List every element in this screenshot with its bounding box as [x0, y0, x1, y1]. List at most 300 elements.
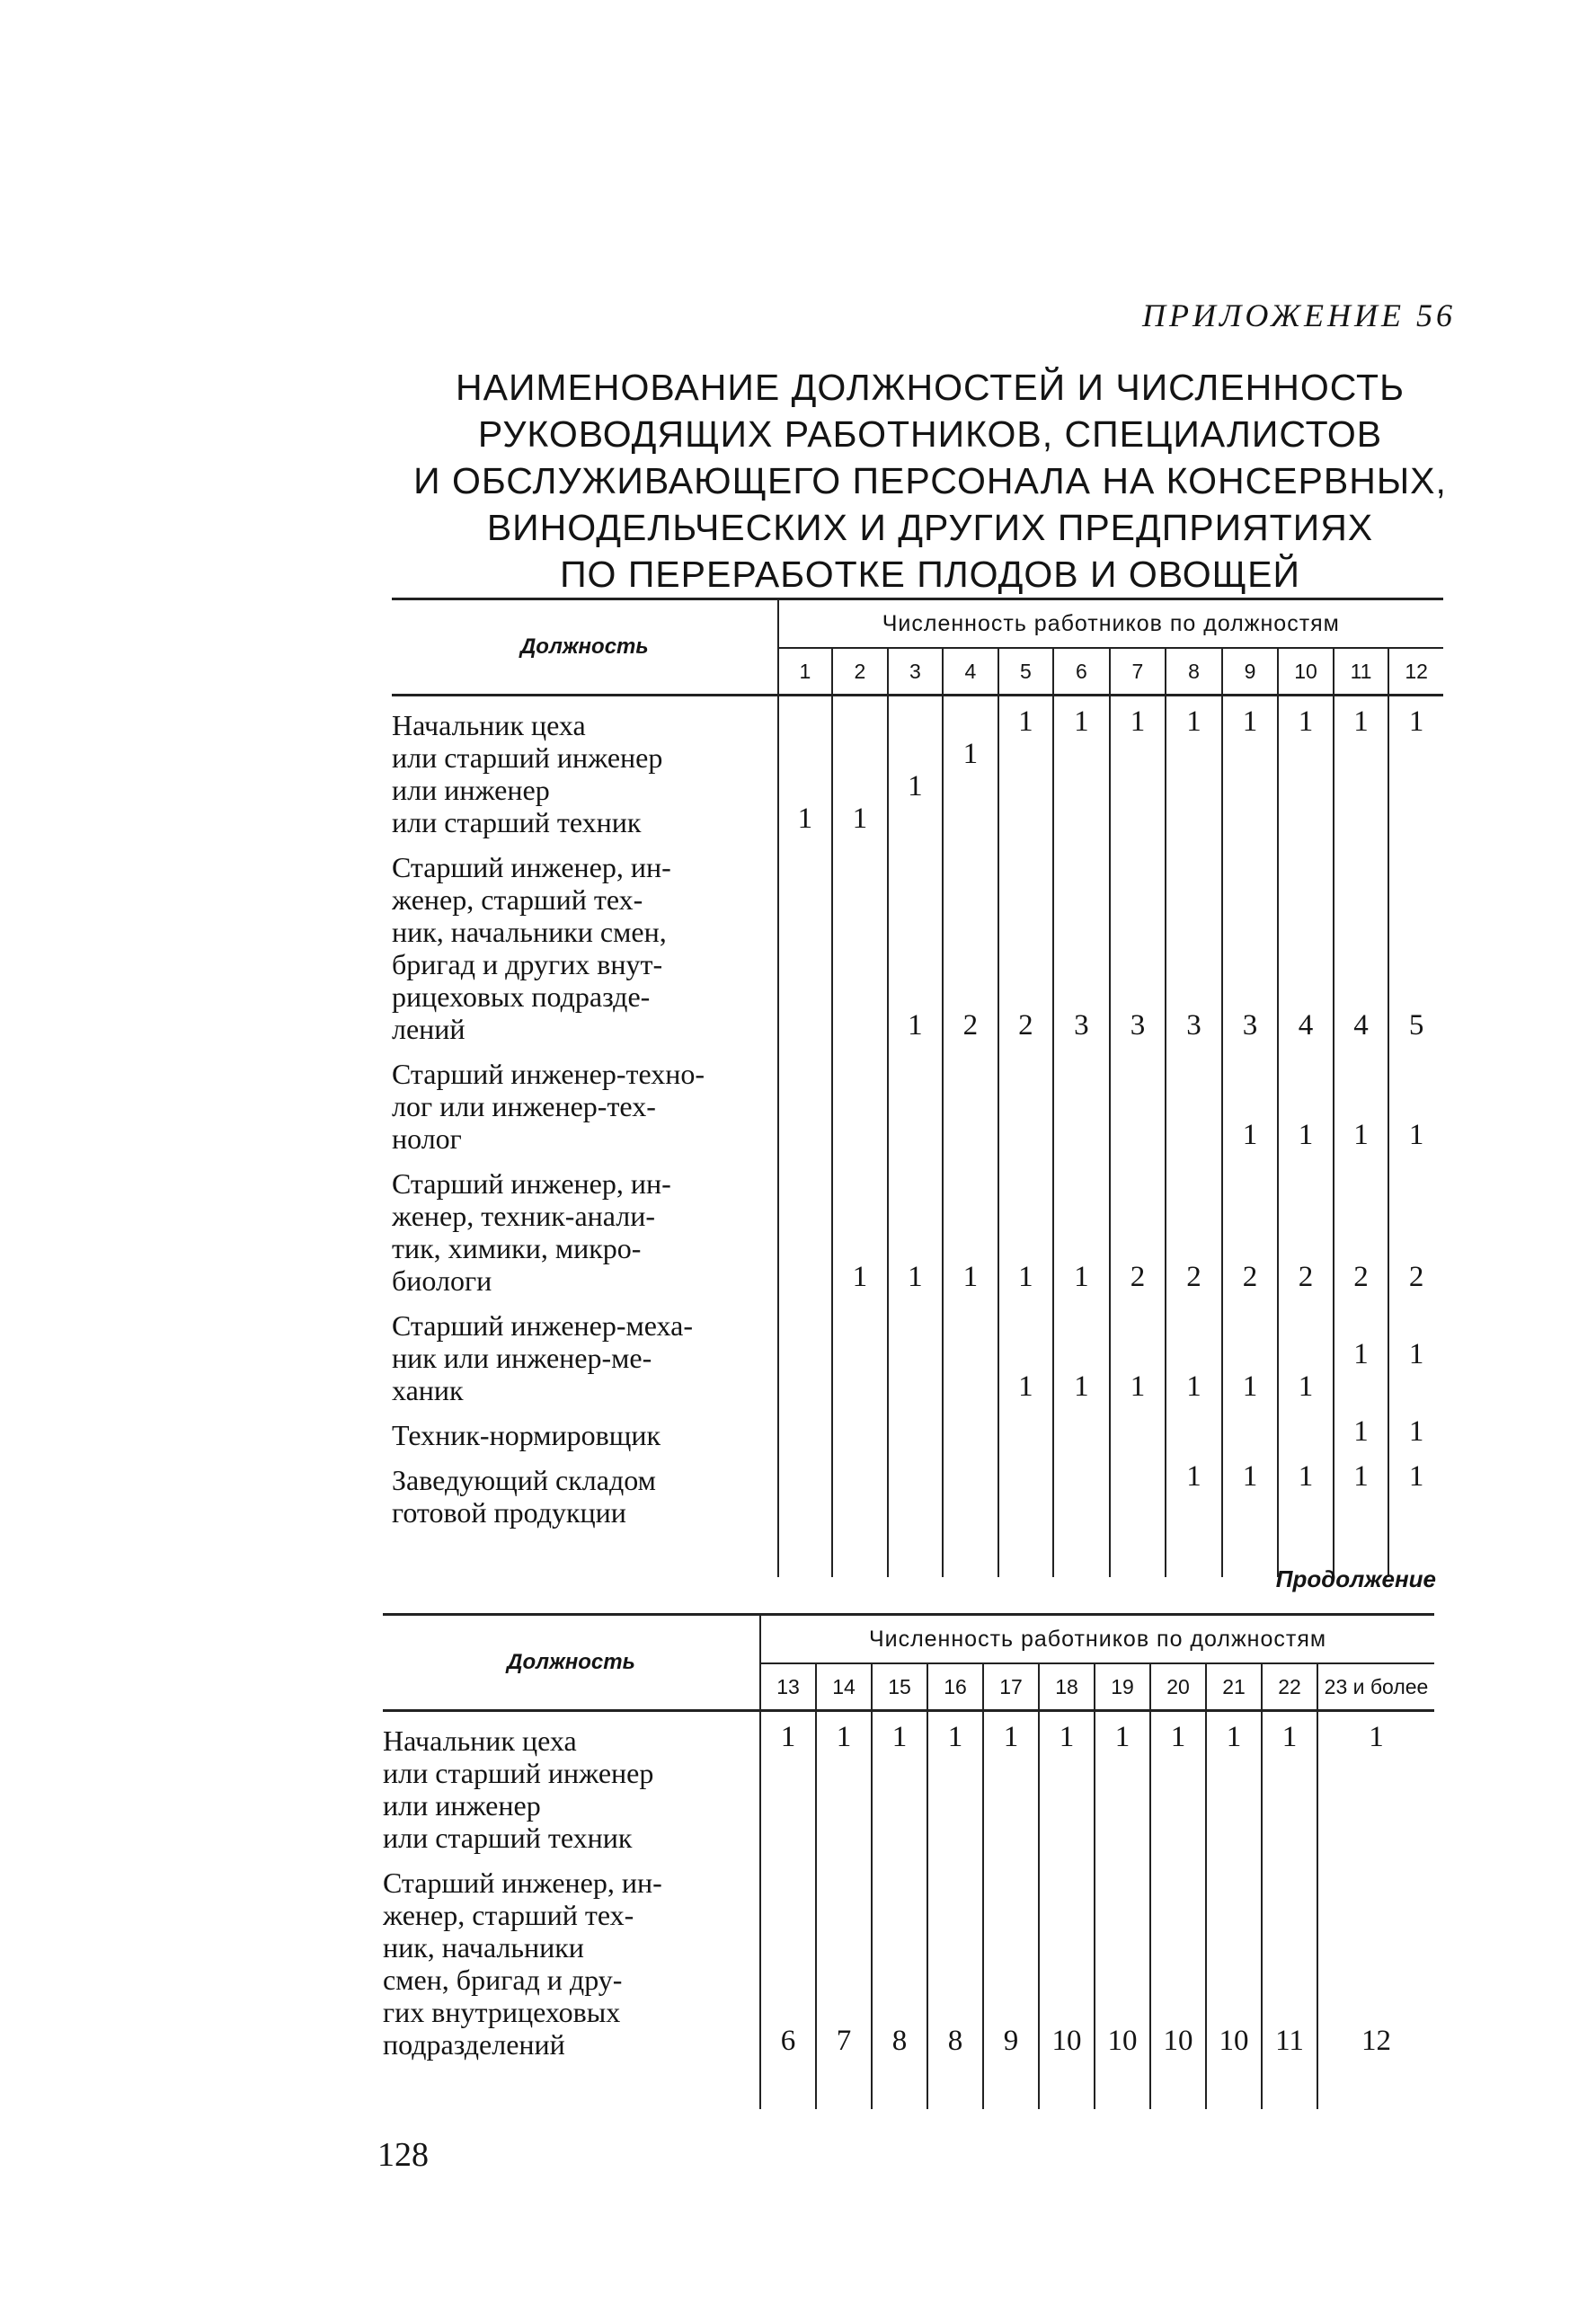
staff-count-value — [779, 1415, 832, 1448]
staff-count-cell — [943, 838, 998, 1045]
staff-count-value — [944, 1415, 998, 1448]
staff-count-value — [1223, 1415, 1278, 1448]
position-name-line: рицеховых подразде- — [392, 980, 651, 1013]
staff-count-value: 1 — [1018, 1370, 1033, 1403]
position-name — [392, 1155, 778, 1297]
staff-count-cell — [1317, 1854, 1434, 2061]
title-line: И ОБСЛУЖИВАЮЩЕГО ПЕРСОНАЛА НА КОНСЕРВНЫХ, — [413, 460, 1447, 501]
position-name-line: гих внутрицеховых — [383, 1996, 621, 2028]
staff-count-value — [1279, 1415, 1333, 1448]
staff-count-value: 1 — [1369, 1721, 1384, 1753]
staff-count-value — [944, 1460, 998, 1493]
staff-count-value — [944, 1119, 998, 1151]
position-name-line: или старший техник — [383, 1822, 633, 1854]
staff-count-cell — [1222, 1045, 1279, 1155]
staff-count-cell — [832, 1155, 888, 1297]
staffing-table — [392, 598, 1443, 1577]
staff-count-cell — [872, 1711, 927, 1855]
page-number: 128 — [377, 2136, 429, 2174]
staff-count-cell — [832, 1451, 888, 1529]
position-name-line: подразделений — [383, 2028, 565, 2061]
table-row — [383, 1854, 1434, 2061]
position-name-line: смен, бригад и дру- — [383, 1964, 623, 1996]
position-name — [392, 1297, 778, 1406]
document-title — [359, 364, 1501, 598]
column-number-header: 18 — [1039, 1663, 1095, 1711]
table-body — [392, 696, 1443, 1578]
staff-count-value: 3 — [1130, 1009, 1146, 1042]
staff-count-group-header: Численность работников по должностям — [760, 1615, 1434, 1664]
staff-count-value — [779, 1261, 832, 1293]
position-name-line: Старший инженер, ин- — [392, 1167, 671, 1200]
column-number-header: 8 — [1166, 648, 1222, 696]
staff-count-cell — [1039, 1711, 1095, 1855]
staff-count-value: 11 — [1275, 2025, 1304, 2057]
staff-count-value: 1 — [1298, 1370, 1314, 1403]
staff-count-cell — [1334, 696, 1389, 839]
staff-count-cell — [1053, 1406, 1110, 1451]
staff-count-cell — [1334, 1297, 1389, 1406]
column-number-header: 17 — [983, 1663, 1039, 1711]
staff-count-value: 2 — [1186, 1261, 1201, 1293]
column-number-header: 12 — [1388, 648, 1443, 696]
staff-count-cell — [778, 1406, 833, 1451]
staff-count-cell — [1095, 1854, 1150, 2061]
staff-count-cell — [1166, 1406, 1222, 1451]
title-line: НАИМЕНОВАНИЕ ДОЛЖНОСТЕЙ И ЧИСЛЕННОСТЬ — [456, 367, 1405, 408]
staff-count-cell — [1278, 696, 1334, 839]
staff-count-cell — [943, 1155, 998, 1297]
staff-count-value: 10 — [1219, 2025, 1249, 2057]
staff-count-value: 1 — [836, 1721, 852, 1753]
position-name-line: биологи — [392, 1264, 492, 1297]
staff-count-group-header: Численность работников по должностям — [778, 599, 1443, 649]
staff-count-value: 1 — [1074, 705, 1089, 738]
staff-count-cell — [998, 1155, 1054, 1297]
staff-count-value: 4 — [1353, 1009, 1369, 1042]
position-name-line: Старший инженер, ин- — [383, 1866, 662, 1899]
position-name-line: ник, начальники смен, — [392, 916, 667, 948]
staff-count-value: 1 — [1003, 1721, 1019, 1753]
staff-count-value — [779, 1460, 832, 1493]
staff-count-cell — [1053, 1155, 1110, 1297]
staff-count-value: 3 — [1242, 1009, 1258, 1042]
staff-count-value — [1111, 1415, 1166, 1448]
staff-count-value: 1 — [1353, 1460, 1369, 1493]
position-name-line: Начальник цеха — [383, 1724, 577, 1757]
staff-count-value: 1 — [908, 1009, 923, 1042]
position-name — [383, 1854, 760, 2061]
staffing-table-continuation — [383, 1613, 1434, 2109]
staff-count-cell — [1334, 838, 1389, 1045]
staff-count-value: 1 — [1298, 1460, 1314, 1493]
table-row — [392, 1155, 1443, 1297]
staff-count-value: 1 — [1130, 1370, 1146, 1403]
staff-count-value: 2 — [962, 1009, 979, 1042]
staff-count-cell — [1262, 1711, 1317, 1855]
staff-count-cell — [778, 1155, 833, 1297]
table-row — [392, 1451, 1443, 1529]
position-name-line: Старший инженер-техно- — [392, 1058, 705, 1090]
column-number-header: 16 — [927, 1663, 983, 1711]
staff-count-value — [1111, 1460, 1166, 1493]
position-name-line: или инженер — [392, 774, 550, 806]
position-name — [392, 1045, 778, 1155]
column-number-header: 14 — [816, 1663, 872, 1711]
column-number-header: 5 — [998, 648, 1054, 696]
staff-count-value: 1 — [908, 1261, 923, 1293]
staff-count-cell — [888, 838, 944, 1045]
staff-count-value — [833, 1009, 887, 1042]
column-number-header: 23 и более — [1317, 1663, 1434, 1711]
staff-count-value: 1 — [1242, 1370, 1258, 1403]
staff-count-cell — [1388, 1155, 1443, 1297]
staff-count-value: 1 — [908, 770, 923, 802]
staff-count-cell — [1388, 1297, 1443, 1406]
staff-count-cell — [760, 1711, 816, 1855]
staff-count-value — [833, 1370, 887, 1403]
staff-count-cell — [1053, 1297, 1110, 1406]
staff-count-cell — [1206, 1711, 1262, 1855]
staff-count-value — [999, 1460, 1053, 1493]
staff-count-value: 1 — [1353, 1338, 1369, 1370]
title-line: РУКОВОДЯЩИХ РАБОТНИКОВ, СПЕЦИАЛИСТОВ — [477, 413, 1383, 455]
staff-count-cell — [943, 1406, 998, 1451]
staff-count-cell — [832, 1045, 888, 1155]
staff-count-cell — [872, 1854, 927, 2061]
column-number-header: 3 — [888, 648, 944, 696]
position-name-line: или инженер — [383, 1789, 541, 1822]
position-column-header: Должность — [392, 599, 778, 696]
staff-count-cell — [1150, 1711, 1206, 1855]
position-name-line: лог или инженер-тех- — [392, 1090, 656, 1122]
staff-count-value: 1 — [1408, 705, 1424, 738]
table-row — [392, 1406, 1443, 1451]
staff-count-cell — [1150, 1854, 1206, 2061]
column-number-header: 9 — [1222, 648, 1279, 696]
staff-count-value — [1054, 1460, 1109, 1493]
continuation-label: Продолжение — [1275, 1565, 1436, 1592]
staff-count-value — [779, 1009, 832, 1042]
staff-count-value: 3 — [1186, 1009, 1201, 1042]
staff-count-value: 12 — [1361, 2025, 1391, 2057]
staff-count-value: 10 — [1163, 2025, 1193, 2057]
staff-count-cell — [1039, 1854, 1095, 2061]
staff-count-value — [889, 1415, 943, 1448]
staff-count-cell — [927, 1711, 983, 1855]
staff-count-value: 10 — [1107, 2025, 1138, 2057]
position-name-line: женер, старший тех- — [392, 883, 643, 916]
staff-count-cell — [760, 1854, 816, 2061]
staff-count-value: 1 — [1298, 1119, 1314, 1151]
position-name-line: Заведующий складом — [392, 1464, 656, 1496]
staff-count-cell — [943, 696, 998, 839]
staff-count-value: 7 — [836, 2025, 852, 2057]
column-number-header: 6 — [1053, 648, 1110, 696]
position-name-line: Старший инженер-меха- — [392, 1309, 693, 1342]
position-name-line: или старший инженер — [383, 1757, 654, 1789]
staff-count-cell — [888, 1451, 944, 1529]
staff-count-value: 1 — [852, 1261, 868, 1293]
staff-count-cell — [1110, 1297, 1166, 1406]
column-number-header: 20 — [1150, 1663, 1206, 1711]
staff-count-value: 1 — [1114, 1721, 1130, 1753]
staff-count-value: 1 — [1130, 705, 1146, 738]
staff-count-value: 1 — [1186, 1370, 1201, 1403]
staff-count-value: 1 — [1242, 1460, 1258, 1493]
staff-count-cell — [1278, 1406, 1334, 1451]
position-column-header: Должность — [383, 1615, 760, 1711]
staff-count-value: 1 — [1018, 1261, 1033, 1293]
staff-count-cell — [778, 838, 833, 1045]
staff-count-value: 1 — [1408, 1460, 1424, 1493]
position-name — [383, 1711, 760, 1855]
staff-count-cell — [943, 1451, 998, 1529]
column-number-header: 13 — [760, 1663, 816, 1711]
staff-count-cell — [1334, 1451, 1389, 1529]
staff-count-value — [1054, 1119, 1109, 1151]
staff-count-cell — [1166, 1451, 1222, 1529]
staff-count-value: 2 — [1018, 1009, 1033, 1042]
staff-count-cell — [998, 1045, 1054, 1155]
staff-count-value: 2 — [1242, 1261, 1258, 1293]
staff-count-value: 2 — [1353, 1261, 1369, 1293]
staff-count-value: 1 — [780, 1721, 796, 1753]
staff-count-cell — [1166, 1155, 1222, 1297]
position-name-line: бригад и других внут- — [392, 948, 663, 980]
staff-count-value — [944, 1370, 998, 1403]
staff-count-value — [1111, 1119, 1166, 1151]
staff-count-cell — [1388, 1451, 1443, 1529]
position-name — [392, 1406, 778, 1451]
staff-count-value: 1 — [891, 1721, 908, 1753]
staff-count-value — [999, 1415, 1053, 1448]
position-name-line: женер, старший тех- — [383, 1899, 634, 1931]
staff-count-cell — [888, 1155, 944, 1297]
table-spacer-row — [383, 2061, 1434, 2109]
staff-count-value — [1166, 1119, 1221, 1151]
position-name-line: нолог — [392, 1122, 462, 1155]
staff-count-cell — [832, 1406, 888, 1451]
staff-count-value: 1 — [1353, 1415, 1369, 1448]
staff-count-cell — [1095, 1711, 1150, 1855]
staff-count-value: 8 — [947, 2025, 963, 2057]
staff-count-cell — [778, 696, 833, 839]
staff-count-cell — [1334, 1406, 1389, 1451]
staff-count-cell — [943, 1045, 998, 1155]
staff-count-cell — [983, 1854, 1039, 2061]
position-name-line: готовой продукции — [392, 1496, 626, 1529]
column-number-header: 11 — [1334, 648, 1389, 696]
staff-count-cell — [998, 1451, 1054, 1529]
staff-count-cell — [943, 1297, 998, 1406]
position-name-line: тик, химики, микро- — [392, 1232, 642, 1264]
staff-count-cell — [983, 1711, 1039, 1855]
column-number-header: 10 — [1278, 648, 1334, 696]
position-name-line: Техник-нормировщик — [392, 1419, 661, 1451]
staff-count-value: 2 — [1298, 1261, 1314, 1293]
appendix-label: ПРИЛОЖЕНИЕ 56 — [1142, 297, 1456, 333]
staff-count-cell — [1278, 838, 1334, 1045]
column-number-header: 2 — [832, 648, 888, 696]
position-name-line: ханик — [392, 1374, 464, 1406]
staff-count-value: 10 — [1051, 2025, 1082, 2057]
staff-count-value: 1 — [1298, 705, 1314, 738]
staff-count-cell — [1334, 1155, 1389, 1297]
staff-count-cell — [1110, 696, 1166, 839]
staff-count-cell — [1166, 1297, 1222, 1406]
staff-count-value: 1 — [1059, 1721, 1075, 1753]
staff-count-cell — [1278, 1045, 1334, 1155]
position-name-line: ник или инженер-ме- — [392, 1342, 652, 1374]
staff-count-value: 3 — [1074, 1009, 1089, 1042]
column-number-header: 19 — [1095, 1663, 1150, 1711]
staff-count-value — [889, 1119, 943, 1151]
staff-count-value: 8 — [891, 2025, 908, 2057]
staff-count-cell — [1222, 1451, 1279, 1529]
staff-count-cell — [1278, 1451, 1334, 1529]
staff-count-cell — [1053, 1045, 1110, 1155]
staff-count-cell — [1053, 838, 1110, 1045]
staff-count-value: 9 — [1003, 2025, 1019, 2057]
staff-count-cell — [1388, 838, 1443, 1045]
staff-count-value: 1 — [1353, 705, 1369, 738]
staff-count-cell — [1388, 1406, 1443, 1451]
staff-count-cell — [888, 696, 944, 839]
position-name-line: женер, техник-анали- — [392, 1200, 655, 1232]
staff-count-cell — [1110, 1451, 1166, 1529]
staff-count-cell — [1222, 1406, 1279, 1451]
staff-count-value — [833, 1460, 887, 1493]
staff-count-cell — [998, 1406, 1054, 1451]
staff-count-value: 1 — [852, 802, 868, 835]
staff-count-value — [889, 1460, 943, 1493]
table-row — [383, 1711, 1434, 1855]
staff-count-value: 1 — [1226, 1721, 1242, 1753]
staff-count-value: 1 — [962, 738, 979, 770]
column-number-header: 21 — [1206, 1663, 1262, 1711]
staff-count-cell — [816, 1854, 872, 2061]
staff-count-cell — [998, 838, 1054, 1045]
staff-count-value — [1054, 1415, 1109, 1448]
position-name-line: ник, начальники — [383, 1931, 584, 1964]
table-row — [392, 838, 1443, 1045]
staff-count-value: 1 — [1170, 1721, 1186, 1753]
staff-count-value: 1 — [947, 1721, 963, 1753]
table-row — [392, 1045, 1443, 1155]
staff-count-value — [1166, 1415, 1221, 1448]
staff-count-cell — [832, 696, 888, 839]
staff-count-cell — [1166, 1045, 1222, 1155]
staff-count-cell — [778, 1451, 833, 1529]
staff-count-value — [779, 1119, 832, 1151]
staff-count-cell — [1388, 696, 1443, 839]
staff-count-cell — [1166, 696, 1222, 839]
position-name-line: Старший инженер, ин- — [392, 851, 671, 883]
position-name-line: или старший инженер — [392, 741, 663, 774]
staff-count-cell — [1262, 1854, 1317, 2061]
staff-count-cell — [1053, 1451, 1110, 1529]
staff-count-cell — [927, 1854, 983, 2061]
staff-count-value — [833, 1415, 887, 1448]
staff-count-cell — [1334, 1045, 1389, 1155]
staff-count-cell — [778, 1045, 833, 1155]
position-name — [392, 838, 778, 1045]
staff-count-value: 1 — [1242, 705, 1258, 738]
staff-count-value — [833, 1119, 887, 1151]
staff-count-cell — [888, 1045, 944, 1155]
position-name-line: лений — [392, 1013, 466, 1045]
column-number-header: 4 — [943, 648, 998, 696]
position-name — [392, 696, 778, 839]
staff-count-value: 1 — [1408, 1119, 1424, 1151]
staff-count-value: 1 — [797, 802, 813, 835]
staff-count-value: 1 — [962, 1261, 979, 1293]
staff-count-value: 1 — [1242, 1119, 1258, 1151]
staff-count-cell — [832, 1297, 888, 1406]
staff-count-value: 1 — [1353, 1119, 1369, 1151]
staff-count-cell — [778, 1297, 833, 1406]
staff-count-cell — [888, 1406, 944, 1451]
position-name — [392, 1451, 778, 1529]
staff-count-value: 1 — [1074, 1261, 1089, 1293]
staff-count-cell — [1206, 1854, 1262, 2061]
staff-count-cell — [1222, 1155, 1279, 1297]
table-row — [392, 696, 1443, 839]
column-number-header: 7 — [1110, 648, 1166, 696]
staff-count-cell — [1222, 838, 1279, 1045]
column-number-header: 22 — [1262, 1663, 1317, 1711]
staff-count-value: 1 — [1018, 705, 1033, 738]
staff-count-cell — [888, 1297, 944, 1406]
staff-count-value: 6 — [780, 2025, 796, 2057]
table-row — [392, 1297, 1443, 1406]
staff-count-cell — [998, 696, 1054, 839]
staff-count-value — [779, 1370, 832, 1403]
staff-count-value: 5 — [1408, 1009, 1424, 1042]
staff-count-cell — [816, 1711, 872, 1855]
staff-count-value — [889, 1370, 943, 1403]
staff-count-cell — [998, 1297, 1054, 1406]
staff-count-cell — [1110, 1155, 1166, 1297]
staff-count-value: 1 — [1281, 1721, 1298, 1753]
column-number-header: 1 — [778, 648, 833, 696]
staff-count-value: 4 — [1298, 1009, 1314, 1042]
staff-count-cell — [1053, 696, 1110, 839]
title-line: ПО ПЕРЕРАБОТКЕ ПЛОДОВ И ОВОЩЕЙ — [560, 554, 1300, 595]
staff-count-cell — [1317, 1711, 1434, 1855]
position-name-line: Начальник цеха — [392, 709, 586, 741]
staff-count-cell — [1222, 1297, 1279, 1406]
staff-count-value: 1 — [1074, 1370, 1089, 1403]
position-name-line: или старший техник — [392, 806, 642, 838]
staff-count-value: 2 — [1408, 1261, 1424, 1293]
staff-count-value: 1 — [1186, 1460, 1201, 1493]
staff-count-cell — [1388, 1045, 1443, 1155]
staff-count-cell — [1222, 696, 1279, 839]
staff-count-cell — [1166, 838, 1222, 1045]
staff-count-cell — [1278, 1155, 1334, 1297]
table-body — [383, 1711, 1434, 2110]
staff-count-value: 1 — [1408, 1415, 1424, 1448]
staff-count-cell — [832, 838, 888, 1045]
staff-count-cell — [1110, 1045, 1166, 1155]
staff-count-value: 2 — [1130, 1261, 1146, 1293]
staff-count-cell — [1110, 1406, 1166, 1451]
staff-count-value: 1 — [1408, 1338, 1424, 1370]
staff-count-cell — [1278, 1297, 1334, 1406]
title-line: ВИНОДЕЛЬЧЕСКИХ И ДРУГИХ ПРЕДПРИЯТИЯХ — [486, 507, 1374, 548]
